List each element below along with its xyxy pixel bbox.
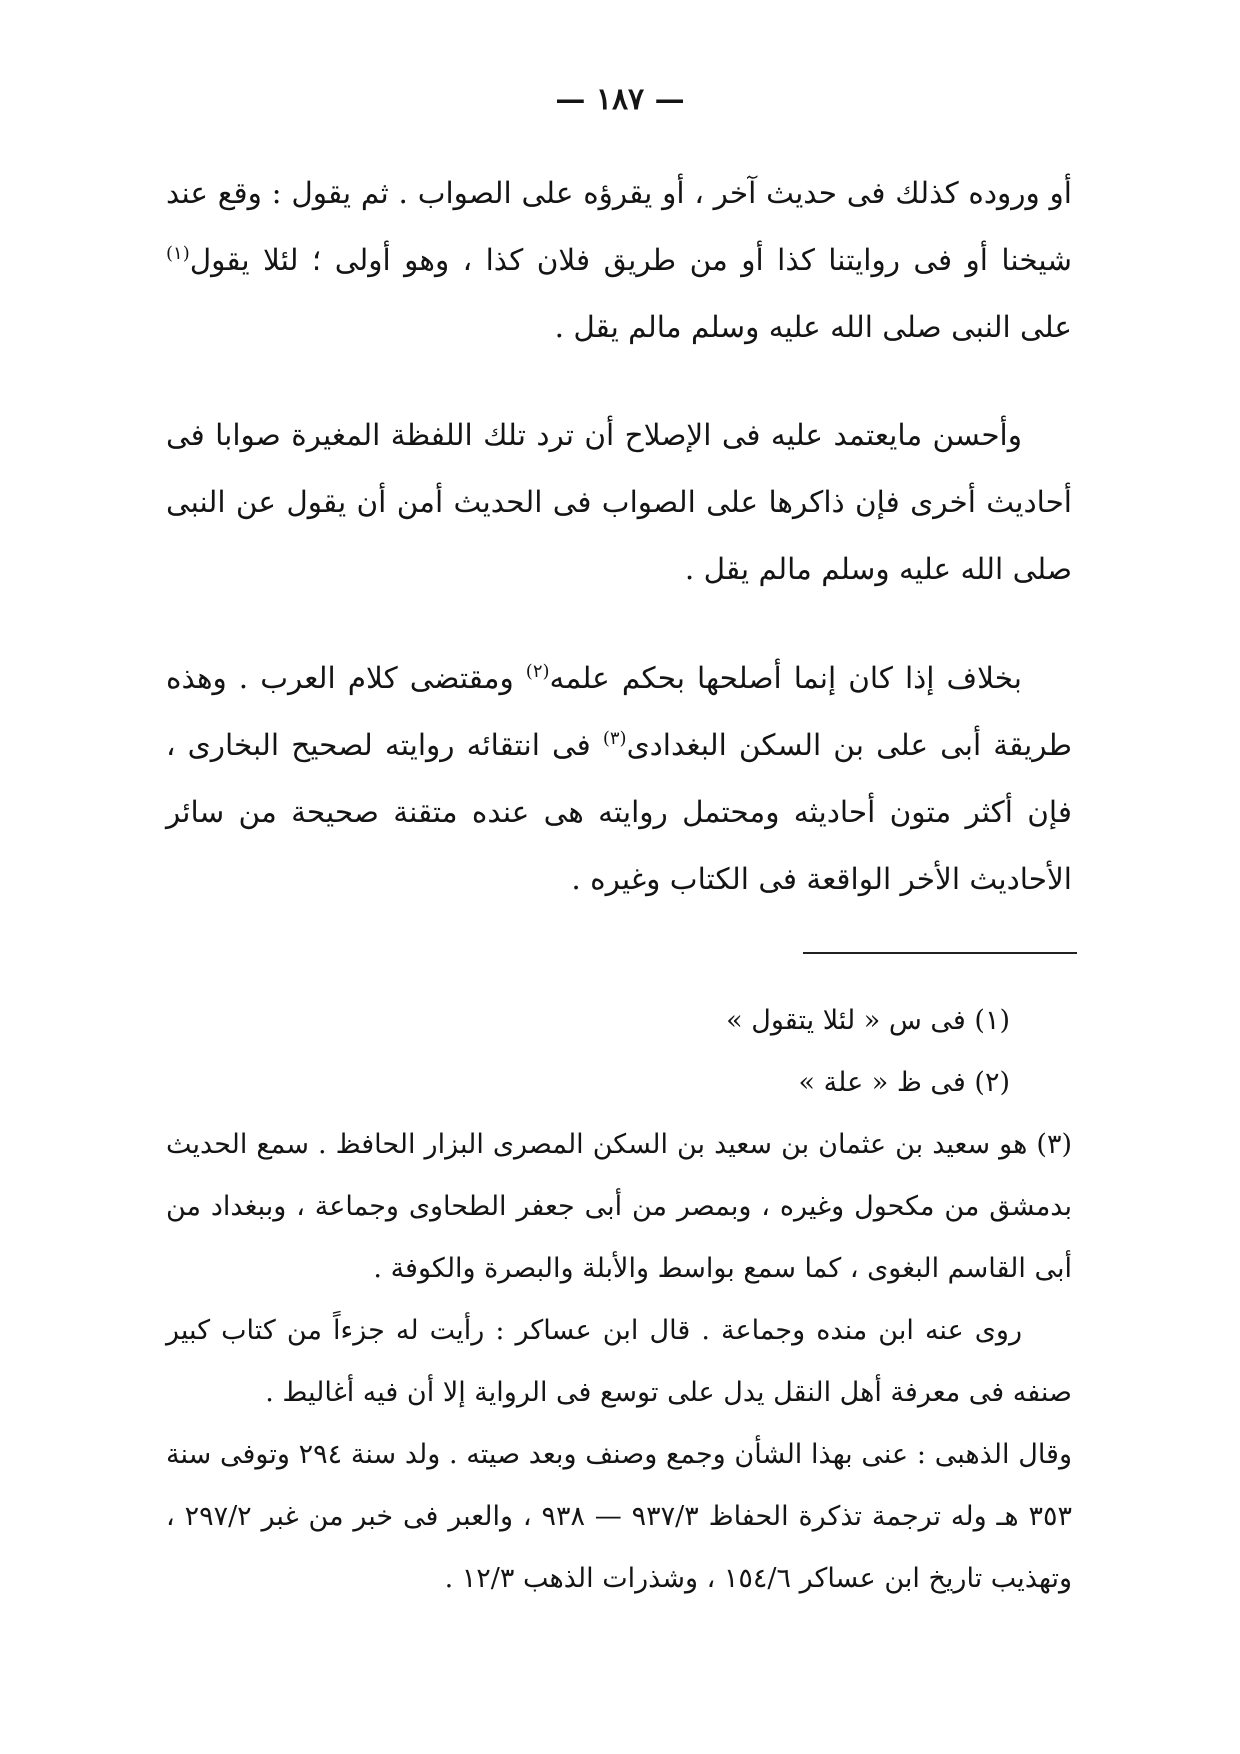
paragraph-3-text-a: بخلاف إذا كان إنما أصلحها بحكم علمه bbox=[549, 661, 1022, 695]
footnote-ref-3[interactable]: (٣) bbox=[602, 728, 627, 750]
footnote-3-continuation-1: روى عنه ابن منده وجماعة . قال ابن عساكر : رأيت له جزءاً من كتاب كبير صنفه فى معرفة أهل النقل يدل على توسع فى الرواية إلا أن فيه أغاليط . bbox=[166, 1315, 1072, 1408]
footnote-3-continuation-2: وقال الذهبى : عنى بهذا الشأن وجمع وصنف وبعد صيته . ولد سنة ٢٩٤ وتوفى سنة ٣٥٣ هـ وله ترجمة تذكرة الحفاظ ٩٣٧/٣ — ٩٣٨ ، والعبر فى خبر من غبر ٢٩٧/٢ ، وتهذيب تاريخ ابن عساكر ١٥٤/٦ ، وشذرات الذهب ١٢/٣ . bbox=[166, 1439, 1073, 1594]
footnote-divider-left bbox=[803, 952, 947, 954]
paragraph-2-text: وأحسن مايعتمد عليه فى الإصلاح أن ترد تلك اللفظة المغيرة صوابا فى أحاديث أخرى فإن ذاكرها على الصواب فى الحديث أمن أن يقول عن النبى صلى الله عليه وسلم مالم يقل . bbox=[166, 418, 1072, 586]
footnote-3: (٣) هو سعيد بن عثمان بن سعيد بن السكن المصرى البزار الحافظ . سمع الحديث بدمشق من مكحول وغيره ، وبمصر من أبى جعفر الطحاوى وجماعة ، وببغداد من أبى القاسم البغوى ، كما سمع بواسط والأبلة والبصرة والكوفة . bbox=[166, 1129, 1072, 1284]
footnote-2: (٢) فى ظ « علة » bbox=[798, 1067, 1010, 1098]
paragraph-1-text-b: على النبى صلى الله عليه وسلم مالم يقل . bbox=[554, 310, 1072, 344]
footnote-1: (١) فى س « لئلا يتقول » bbox=[726, 1005, 1010, 1036]
footnote-ref-1[interactable]: (١) bbox=[166, 243, 190, 265]
footnote-ref-2[interactable]: (٢) bbox=[525, 661, 550, 683]
paragraph-2 bbox=[166, 402, 1072, 603]
paragraph-3 bbox=[166, 645, 1072, 913]
footnotes-section bbox=[166, 990, 1072, 1610]
paragraph-1 bbox=[166, 160, 1072, 361]
footnote-divider-right bbox=[947, 952, 1077, 954]
paragraph-3-text-b: ومقتضى كلام العرب . وهذه طريقة أبى على بن السكن البغدادى bbox=[166, 661, 1072, 762]
paragraph-3-text-c: فى انتقائه روايته لصحيح البخارى ، فإن أكثر متون أحاديثه ومحتمل روايته هى عنده متقنة صحيحة من سائر الأحاديث الأخر الواقعة فى الكتاب وغيره . bbox=[166, 728, 1072, 896]
page-number: — ١٨٧ — bbox=[555, 82, 685, 117]
paragraph-1-text-a: أو وروده كذلك فى حديث آخر ، أو يقرؤه على الصواب . ثم يقول : وقع عند شيخنا أو فى روايتنا كذا أو من طريق فلان كذا ، وهو أولى ؛ لئلا يقول bbox=[166, 176, 1072, 277]
